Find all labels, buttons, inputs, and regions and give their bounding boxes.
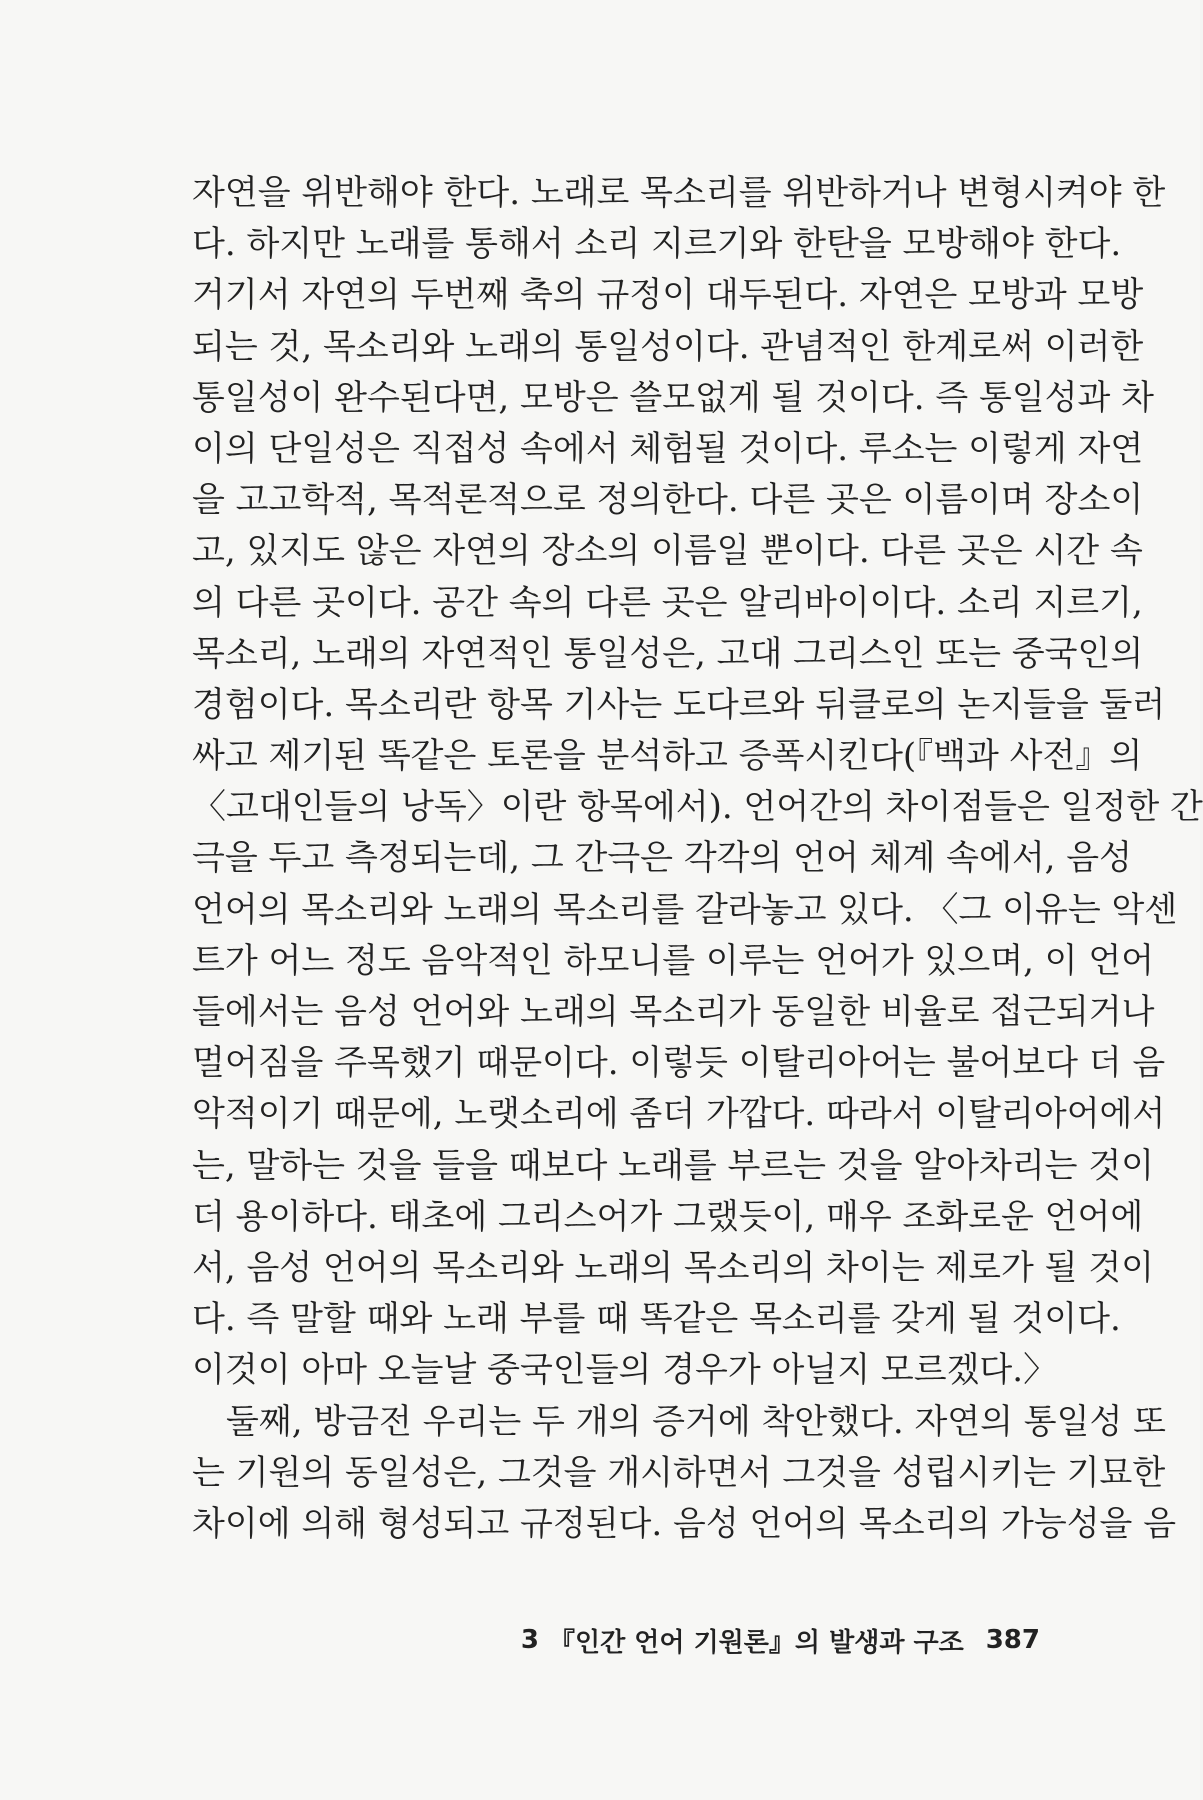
text-line: 는 기원의 동일성은, 그것을 개시하면서 그것을 성립시키는 기묘한 [192, 1452, 1166, 1493]
text-line: 거기서 자연의 두번째 축의 규정이 대두된다. 자연은 모방과 모방 [192, 275, 1144, 316]
text-line: 의 다른 곳이다. 공간 속의 다른 곳은 알리바이이다. 소리 지르기, [192, 582, 1143, 623]
text-line: 다. 하지만 노래를 통해서 소리 지르기와 한탄을 모방해야 한다. [192, 224, 1122, 265]
text-line: 극을 두고 측정되는데, 그 간극은 각각의 언어 체계 속에서, 음성 [192, 838, 1132, 879]
chapter-title: 『인간 언어 기원론』의 발생과 구조 [549, 1627, 964, 1658]
text-line: 서, 음성 언어의 목소리와 노래의 목소리의 차이는 제로가 될 것이 [192, 1247, 1155, 1288]
text-line: 더 용이하다. 태초에 그리스어가 그랬듯이, 매우 조화로운 언어에 [192, 1196, 1144, 1237]
text-line: 경험이다. 목소리란 항목 기사는 도다르와 뒤클로의 논지들을 둘러 [192, 684, 1166, 725]
text-line: 둘째, 방금전 우리는 두 개의 증거에 착안했다. 자연의 통일성 또 [226, 1401, 1166, 1442]
text-line: 자연을 위반해야 한다. 노래로 목소리를 위반하거나 변형시켜야 한 [192, 173, 1166, 213]
text-line: 들에서는 음성 언어와 노래의 목소리가 동일한 비율로 접근되거나 [192, 992, 1155, 1032]
text-line: 차이에 의해 형성되고 규정된다. 음성 언어의 목소리의 가능성을 음 [192, 1503, 1177, 1544]
text-line: 멀어짐을 주목했기 때문이다. 이렇듯 이탈리아어는 불어보다 더 음 [192, 1043, 1166, 1084]
text-line: 목소리, 노래의 자연적인 통일성은, 고대 그리스인 또는 중국인의 [192, 633, 1144, 674]
running-footer [520, 1620, 1040, 1660]
text-line: 〈고대인들의 낭독〉이란 항목에서). 언어간의 차이점들은 일정한 간 [192, 787, 1203, 828]
text-line: 을 고고학적, 목적론적으로 정의한다. 다른 곳은 이름이며 장소이 [192, 480, 1144, 521]
text-line: 통일성이 완수된다면, 모방은 쓸모없게 될 것이다. 즉 통일성과 차 [192, 377, 1155, 418]
text-line: 언어의 목소리와 노래의 목소리를 갈라놓고 있다. 〈그 이유는 악센 [192, 889, 1178, 930]
text-line: 는, 말하는 것을 들을 때보다 노래를 부르는 것을 알아차리는 것이 [192, 1145, 1155, 1186]
text-line: 악적이기 때문에, 노랫소리에 좀더 가깝다. 따라서 이탈리아어에서 [192, 1094, 1166, 1135]
page-number: 387 [985, 1625, 1040, 1655]
text-line: 이것이 아마 오늘날 중국인들의 경우가 아닐지 모르겠다.〉 [192, 1350, 1058, 1391]
text-line: 다. 즉 말할 때와 노래 부를 때 똑같은 목소리를 갖게 될 것이다. [192, 1299, 1121, 1340]
text-line: 되는 것, 목소리와 노래의 통일성이다. 관념적인 한계로써 이러한 [192, 326, 1144, 367]
text-line: 이의 단일성은 직접성 속에서 체험될 것이다. 루소는 이렇게 자연 [192, 428, 1144, 469]
text-line: 싸고 제기된 똑같은 토론을 분석하고 증폭시킨다(『백과 사전』의 [192, 736, 1143, 777]
text-line: 트가 어느 정도 음악적인 하모니를 이루는 언어가 있으며, 이 언어 [192, 940, 1155, 981]
body-text [192, 168, 1203, 1550]
text-line: 고, 있지도 않은 자연의 장소의 이름일 뿐이다. 다른 곳은 시간 속 [192, 531, 1143, 572]
chapter-number: 3 [520, 1625, 539, 1655]
